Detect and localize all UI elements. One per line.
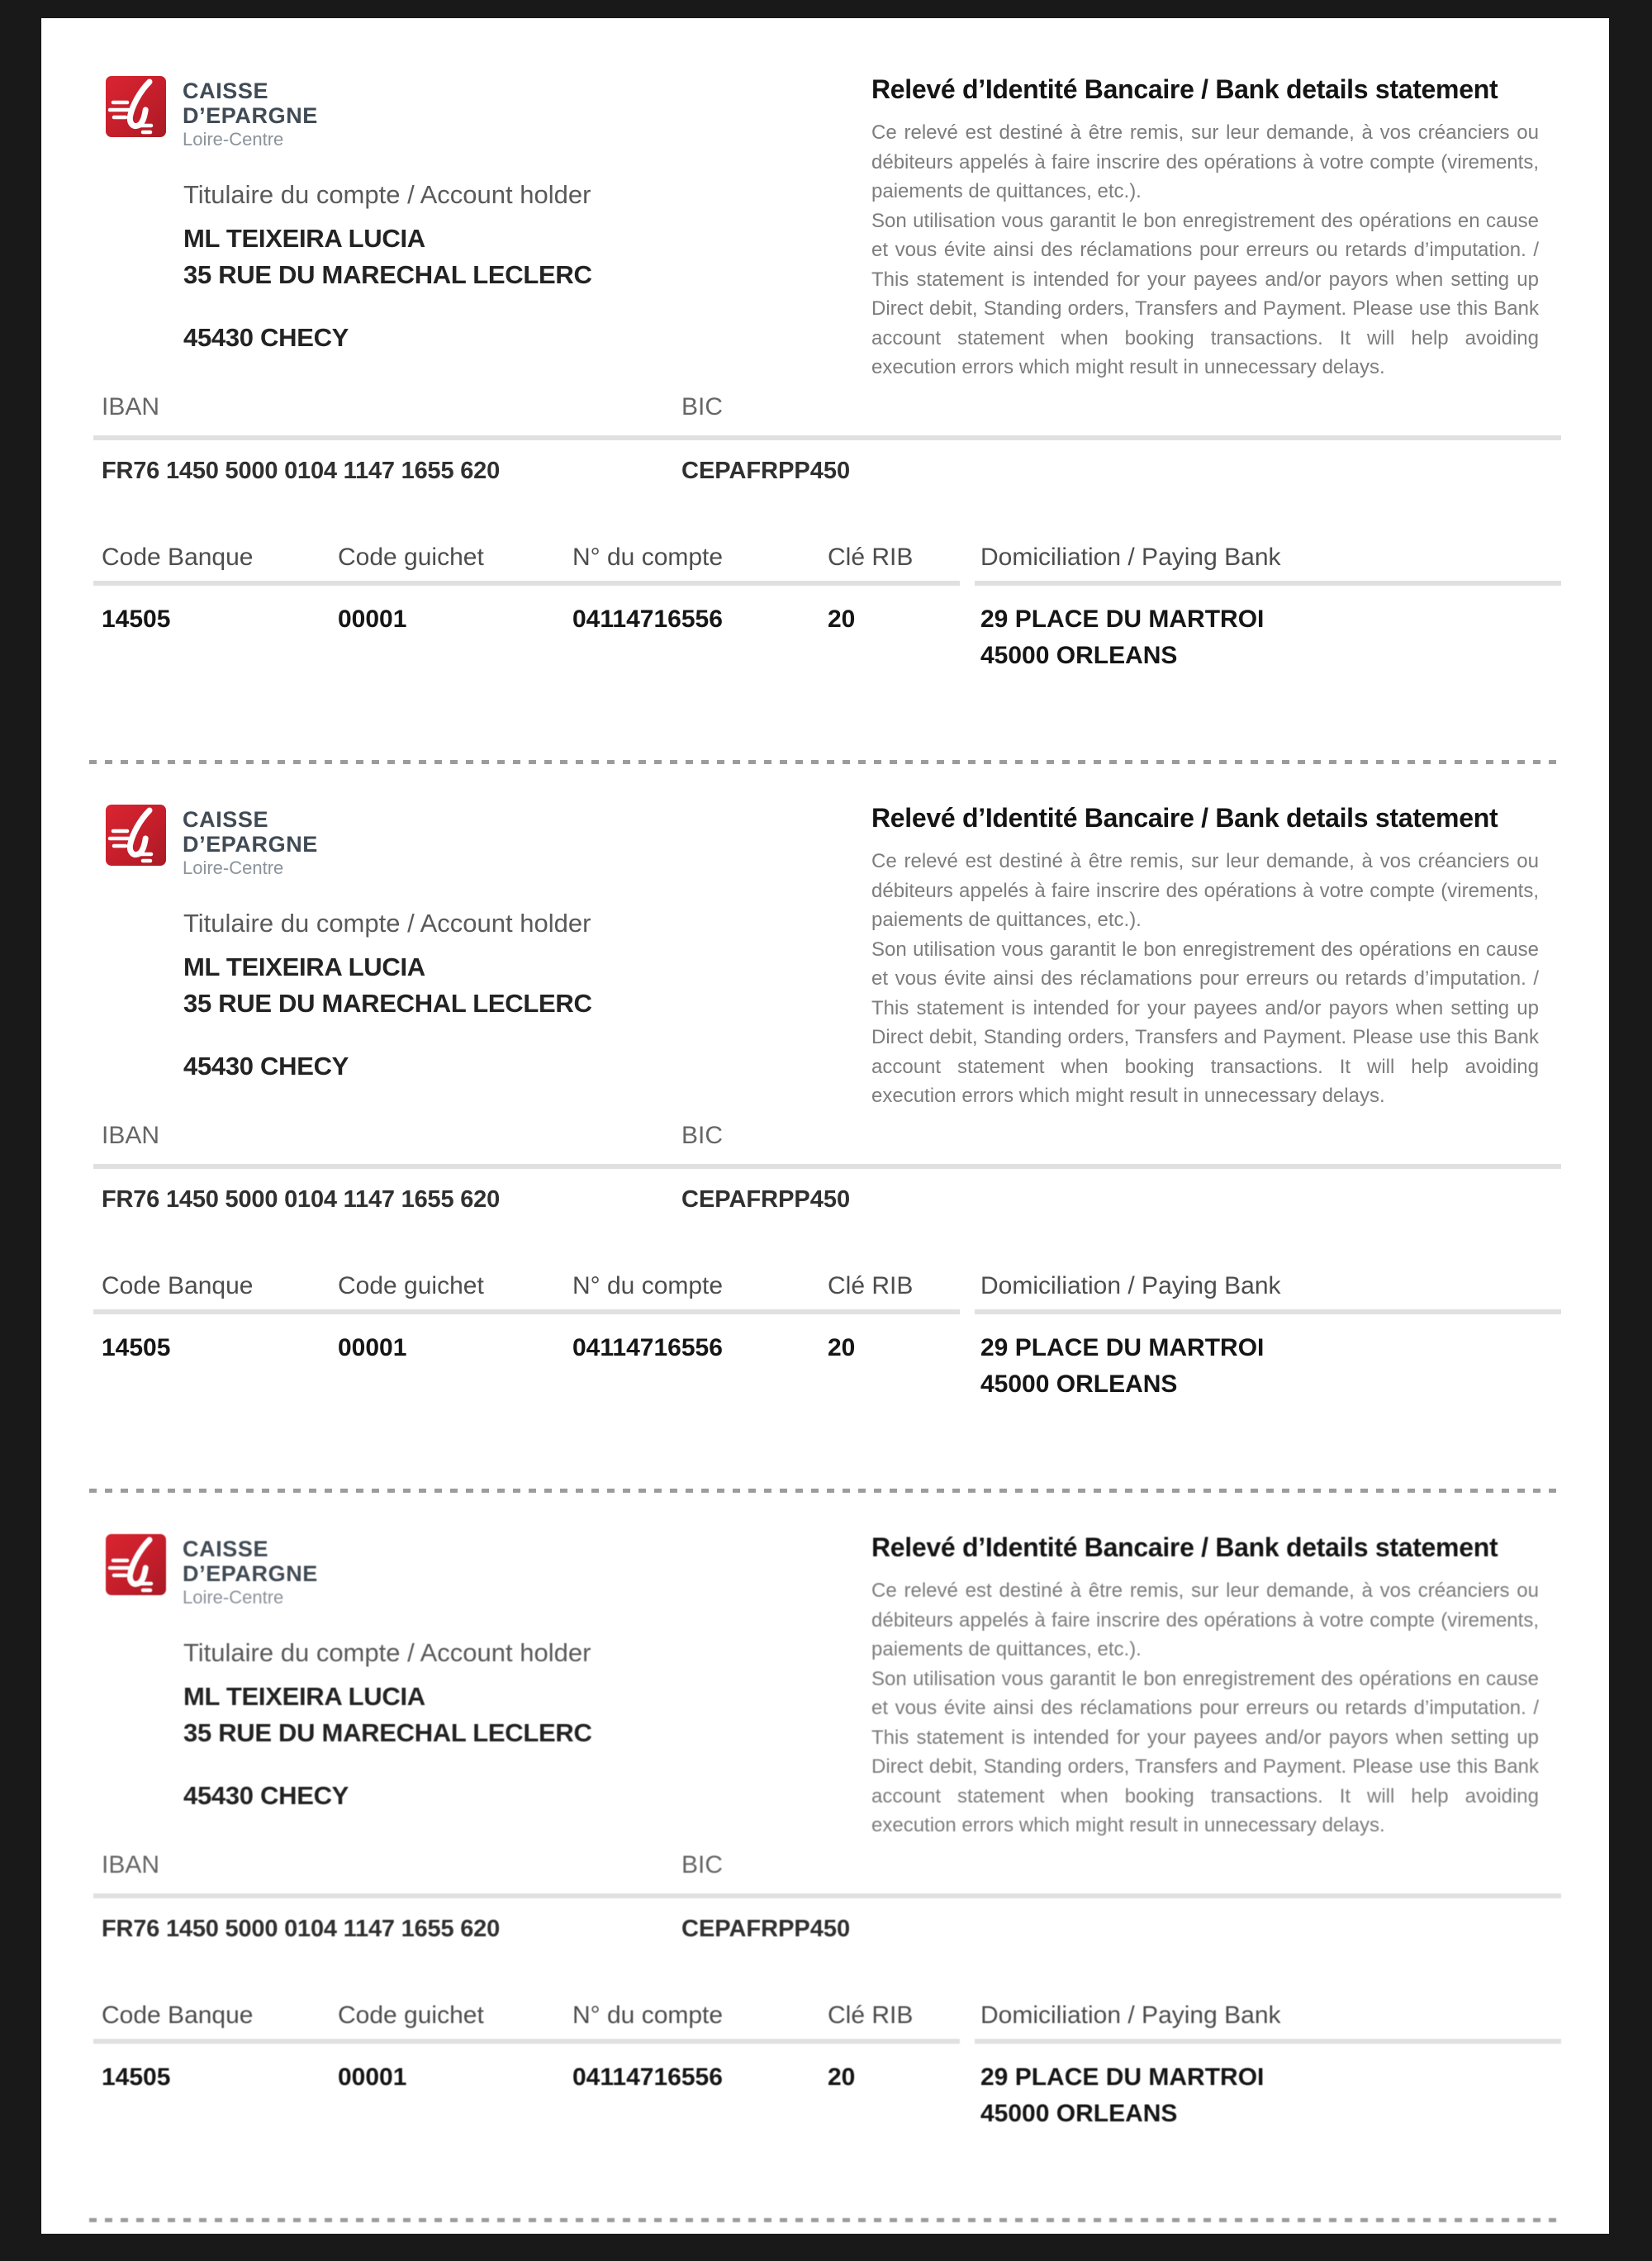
account-holder-label: Titulaire du compte / Account holder (183, 180, 591, 209)
domiciliation-line2: 45000 ORLEANS (980, 642, 1178, 669)
statement-info (871, 803, 1539, 1111)
iban-value: FR76 1450 5000 0104 1147 1655 620 (102, 458, 501, 484)
table-value-code-banque: 14505 (102, 2064, 171, 2091)
account-holder-city: 45430 CHECY (183, 1052, 349, 1081)
brand-name-line1: CAISSE (183, 1537, 269, 1561)
account-holder-name: ML TEIXEIRA LUCIA (183, 224, 425, 253)
account-holder-label: Titulaire du compte / Account holder (183, 1638, 591, 1667)
statement-paragraph-fr: Ce relevé est destiné à être remis, sur leur demande, à vos créanciers ou débiteurs appelés à faire inscrire des opérations à votre compte (virements, paiements de quittances, etc.). (871, 121, 1539, 202)
account-holder-address: 35 RUE DU MARECHAL LECLERC (183, 1718, 592, 1747)
statement-info (871, 74, 1539, 382)
caisse-epargne-logo (106, 76, 166, 137)
table-divider-right (975, 581, 1561, 586)
rib-section (41, 1532, 1609, 2261)
bic-value: CEPAFRPP450 (681, 458, 851, 484)
statement-paragraph-en: Son utilisation vous garantit le bon enregistrement des opérations en cause et vous évite ainsi des réclamations pour erreurs ou retards d’imputation. / This statement is intended for your payees and/or payors when setting up Direct debit, Standing orders, Transfers and Payment. Please use this Bank account statement when booking transactions. It will help avoiding execution errors which might result in unnecessary delays. (871, 938, 1539, 1107)
iban-value: FR76 1450 5000 0104 1147 1655 620 (102, 1916, 501, 1942)
table-header-domiciliation: Domiciliation / Paying Bank (980, 2002, 1281, 2029)
iban-divider (93, 435, 1561, 440)
brand-block (106, 1534, 318, 1609)
account-holder-block (183, 909, 592, 1081)
statement-info (871, 1532, 1539, 1841)
table-header-code-guichet: Code guichet (338, 544, 484, 571)
table-value-cle-rib: 20 (828, 1334, 856, 1361)
account-holder-address: 35 RUE DU MARECHAL LECLERC (183, 989, 592, 1018)
dashed-separator (89, 2218, 1563, 2222)
account-holder-city: 45430 CHECY (183, 323, 349, 352)
caisse-epargne-logo (106, 1534, 166, 1595)
table-divider-left (93, 1309, 960, 1314)
domiciliation-line2: 45000 ORLEANS (980, 1370, 1178, 1398)
statement-paragraph-fr: Ce relevé est destiné à être remis, sur leur demande, à vos créanciers ou débiteurs appelés à faire inscrire des opérations à votre compte (virements, paiements de quittances, etc.). (871, 850, 1539, 931)
account-holder-block (183, 180, 592, 353)
table-divider-left (93, 581, 960, 586)
statement-paragraph-fr: Ce relevé est destiné à être remis, sur leur demande, à vos créanciers ou débiteurs appelés à faire inscrire des opérations à votre compte (virements, paiements de quittances, etc.). (871, 1579, 1539, 1660)
table-header-code-banque: Code Banque (102, 2002, 254, 2029)
table-header-cle-rib: Clé RIB (828, 1272, 914, 1299)
table-header-code-guichet: Code guichet (338, 1272, 484, 1299)
table-value-code-banque: 14505 (102, 1334, 171, 1361)
bic-label: BIC (681, 1122, 724, 1149)
brand-name-line2: D’EPARGNE (183, 103, 318, 128)
dashed-separator (89, 760, 1563, 764)
table-header-numero-compte: N° du compte (572, 1272, 724, 1299)
domiciliation-line1: 29 PLACE DU MARTROI (980, 606, 1265, 633)
brand-name-line1: CAISSE (183, 807, 269, 832)
rib-section (41, 74, 1609, 803)
table-value-code-guichet: 00001 (338, 606, 407, 633)
account-holder-label: Titulaire du compte / Account holder (183, 909, 591, 938)
rib-section (41, 803, 1609, 1532)
bic-label: BIC (681, 1851, 724, 1879)
table-header-code-banque: Code Banque (102, 544, 254, 571)
table-value-numero-compte: 04114716556 (572, 1334, 723, 1361)
table-header-cle-rib: Clé RIB (828, 2002, 914, 2029)
squirrel-icon (106, 805, 166, 866)
brand-region: Loire-Centre (183, 129, 284, 150)
table-divider-right (975, 1309, 1561, 1314)
squirrel-icon (106, 76, 166, 137)
iban-divider (93, 1164, 1561, 1169)
table-value-code-guichet: 00001 (338, 1334, 407, 1361)
table-header-numero-compte: N° du compte (572, 544, 724, 571)
account-holder-block (183, 1638, 592, 1811)
table-header-code-guichet: Code guichet (338, 2002, 484, 2029)
table-value-cle-rib: 20 (828, 606, 856, 633)
statement-paragraph-en: Son utilisation vous garantit le bon enregistrement des opérations en cause et vous évite ainsi des réclamations pour erreurs ou retards d’imputation. / This statement is intended for your payees and/or payors when setting up Direct debit, Standing orders, Transfers and Payment. Please use this Bank account statement when booking transactions. It will help avoiding execution errors which might result in unnecessary delays. (871, 1667, 1539, 1836)
table-value-numero-compte: 04114716556 (572, 606, 723, 633)
table-value-code-guichet: 00001 (338, 2064, 407, 2091)
brand-name-line2: D’EPARGNE (183, 832, 318, 857)
statement-title: Relevé d’Identité Bancaire / Bank details statement (871, 803, 1498, 833)
table-value-code-banque: 14505 (102, 606, 171, 633)
table-divider-right (975, 2039, 1561, 2044)
bic-label: BIC (681, 393, 724, 420)
table-header-code-banque: Code Banque (102, 1272, 254, 1299)
brand-block (106, 76, 318, 151)
statement-title: Relevé d’Identité Bancaire / Bank details statement (871, 1532, 1498, 1562)
iban-label: IBAN (102, 1851, 160, 1879)
statement-title: Relevé d’Identité Bancaire / Bank details statement (871, 74, 1498, 104)
domiciliation-line1: 29 PLACE DU MARTROI (980, 1334, 1265, 1361)
statement-paragraph-en: Son utilisation vous garantit le bon enregistrement des opérations en cause et vous évite ainsi des réclamations pour erreurs ou retards d’imputation. / This statement is intended for your payees and/or payors when setting up Direct debit, Standing orders, Transfers and Payment. Please use this Bank account statement when booking transactions. It will help avoiding execution errors which might result in unnecessary delays. (871, 209, 1539, 378)
brand-wordmark (183, 76, 318, 151)
table-header-numero-compte: N° du compte (572, 2002, 724, 2029)
caisse-epargne-logo (106, 805, 166, 866)
bic-value: CEPAFRPP450 (681, 1186, 851, 1213)
domiciliation-line1: 29 PLACE DU MARTROI (980, 2064, 1265, 2091)
iban-label: IBAN (102, 393, 160, 420)
iban-divider (93, 1893, 1561, 1898)
table-header-cle-rib: Clé RIB (828, 544, 914, 571)
brand-wordmark (183, 805, 318, 880)
brand-region: Loire-Centre (183, 857, 284, 878)
bic-value: CEPAFRPP450 (681, 1916, 851, 1942)
brand-name-line1: CAISSE (183, 78, 269, 103)
table-header-domiciliation: Domiciliation / Paying Bank (980, 1272, 1281, 1299)
account-holder-address: 35 RUE DU MARECHAL LECLERC (183, 260, 592, 289)
account-holder-name: ML TEIXEIRA LUCIA (183, 952, 425, 981)
table-value-numero-compte: 04114716556 (572, 2064, 723, 2091)
iban-label: IBAN (102, 1122, 160, 1149)
dashed-separator (89, 1489, 1563, 1493)
brand-block (106, 805, 318, 880)
account-holder-name: ML TEIXEIRA LUCIA (183, 1682, 425, 1711)
table-value-domiciliation (980, 1330, 1264, 1403)
document-page (41, 18, 1609, 2234)
table-value-cle-rib: 20 (828, 2064, 856, 2091)
account-holder-city: 45430 CHECY (183, 1781, 349, 1810)
brand-name-line2: D’EPARGNE (183, 1561, 318, 1586)
table-value-domiciliation (980, 601, 1264, 674)
iban-value: FR76 1450 5000 0104 1147 1655 620 (102, 1186, 501, 1213)
domiciliation-line2: 45000 ORLEANS (980, 2100, 1178, 2127)
table-divider-left (93, 2039, 960, 2044)
table-header-domiciliation: Domiciliation / Paying Bank (980, 544, 1281, 571)
squirrel-icon (106, 1534, 166, 1595)
table-value-domiciliation (980, 2059, 1264, 2132)
brand-region: Loire-Centre (183, 1587, 284, 1608)
brand-wordmark (183, 1534, 318, 1609)
